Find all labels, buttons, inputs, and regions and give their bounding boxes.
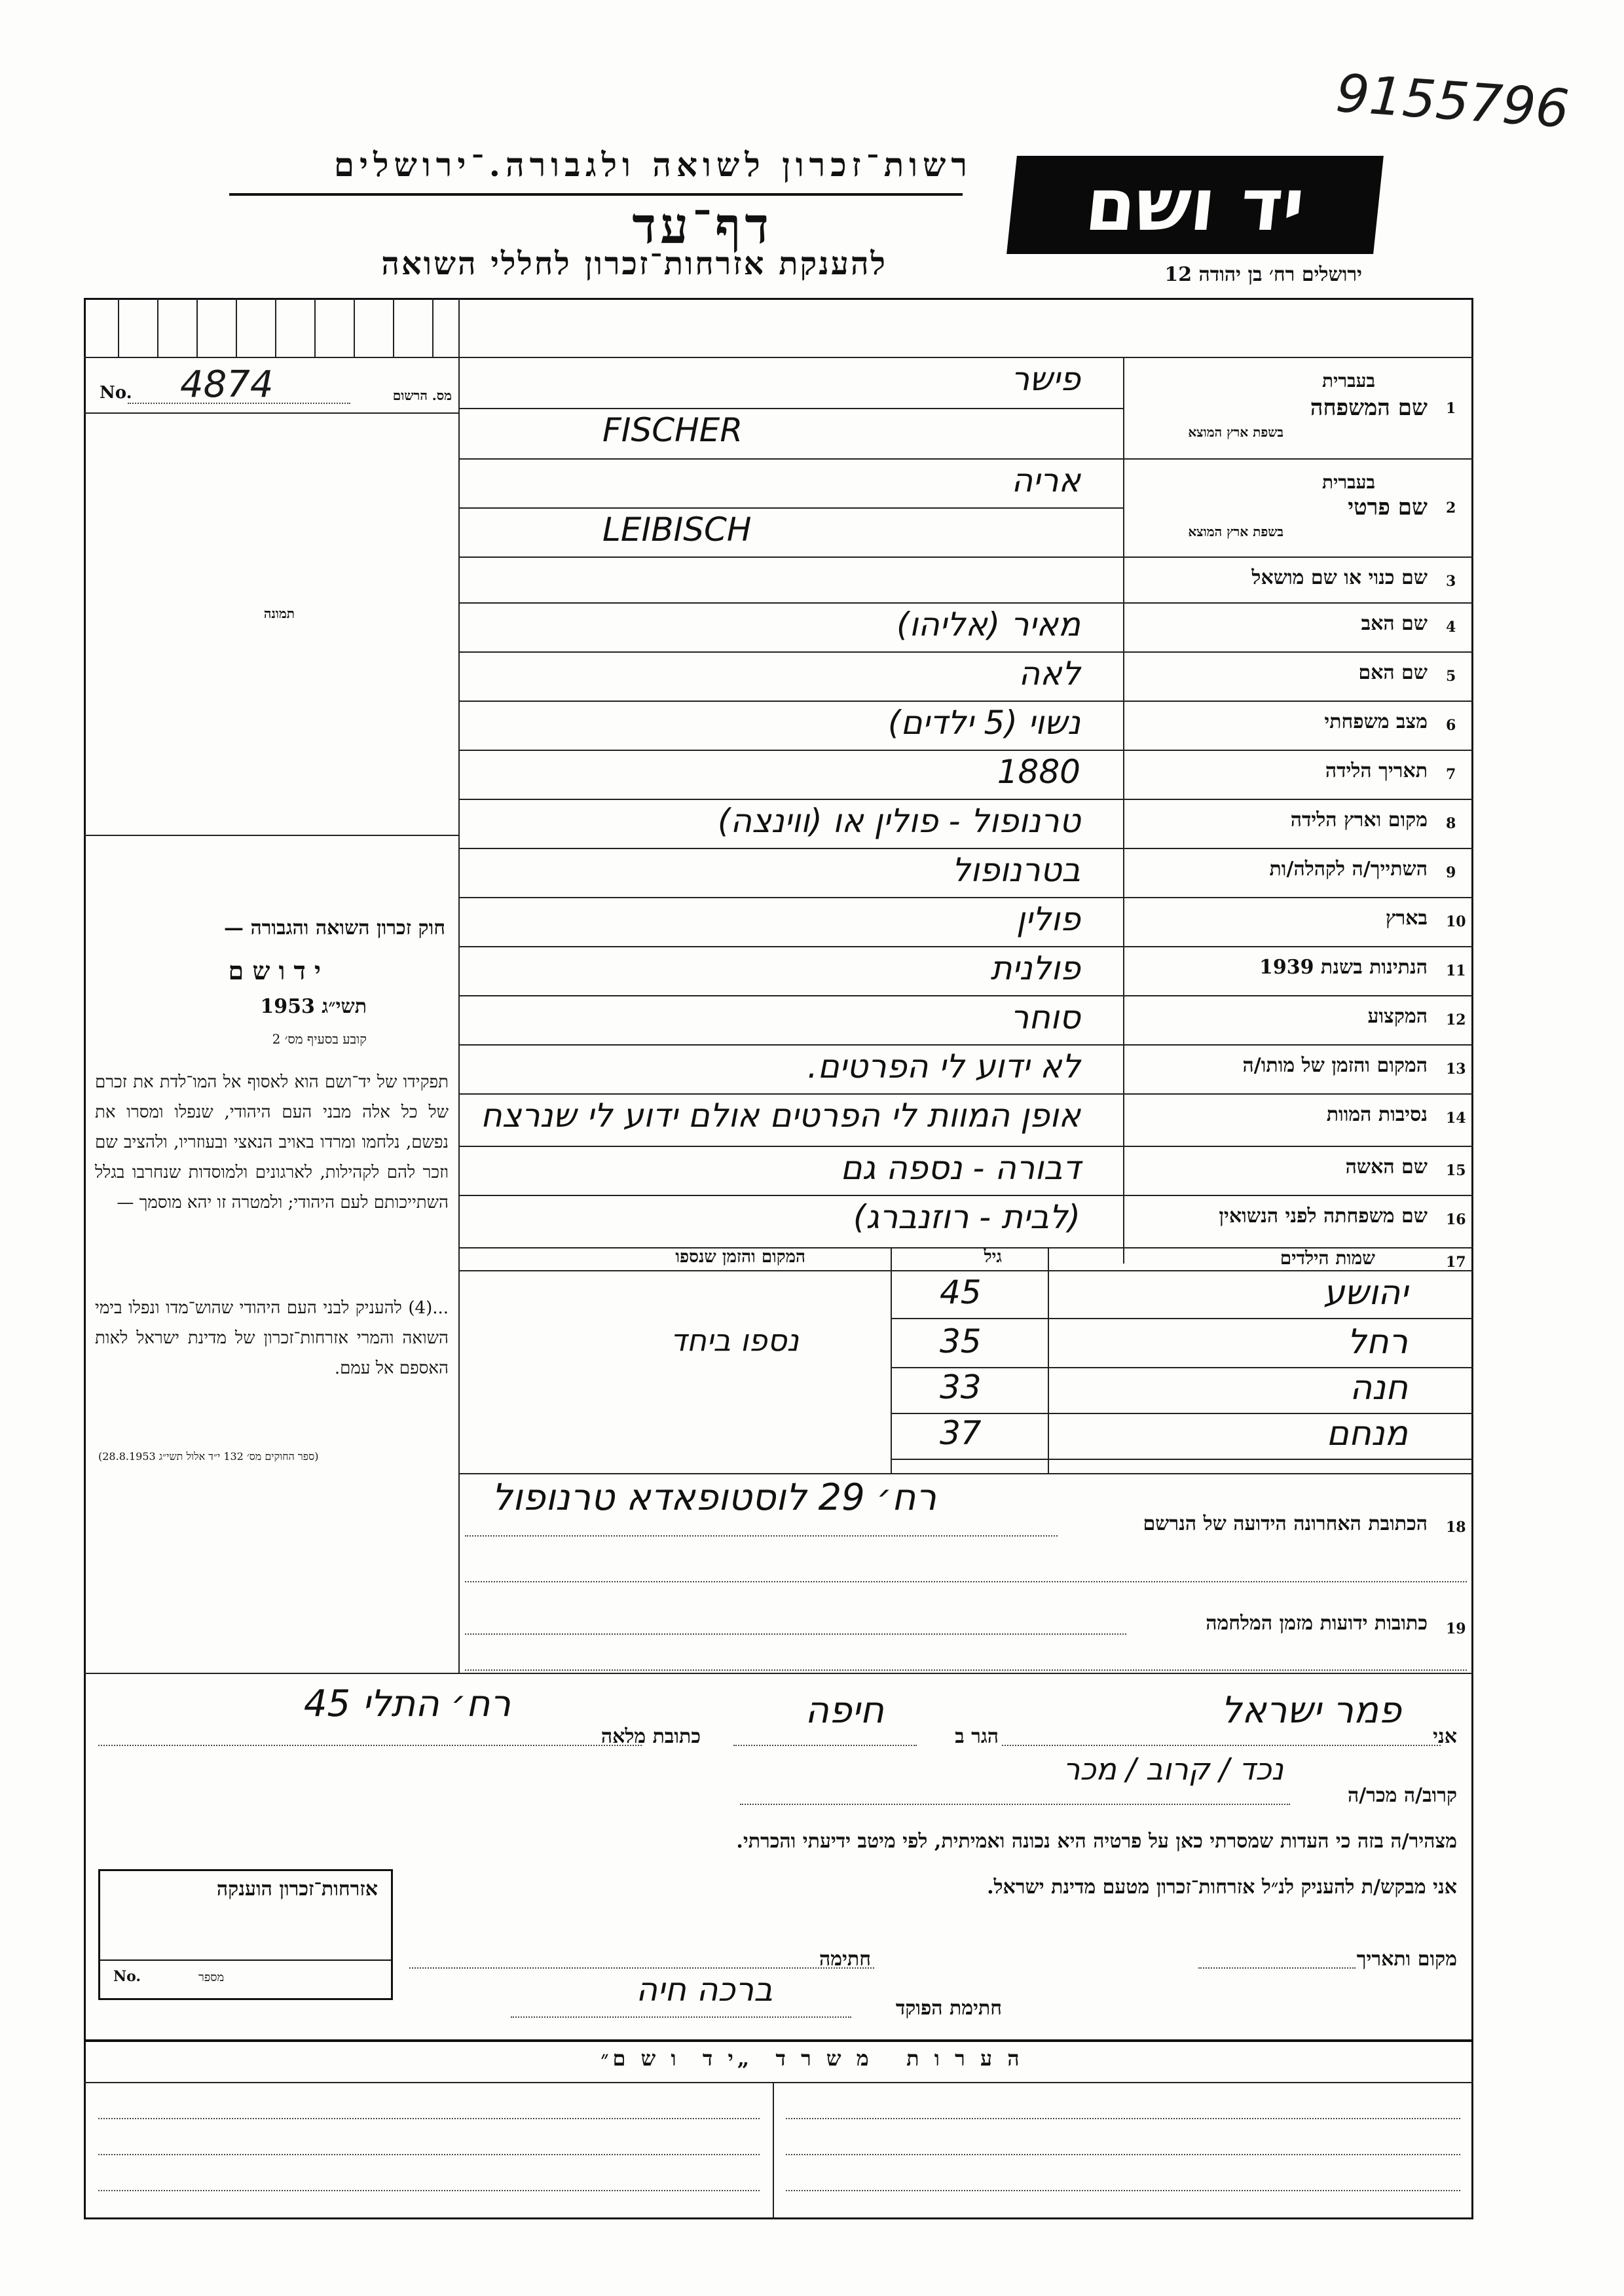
children-col-place: המקום והזמן שנספו xyxy=(675,1247,805,1267)
field-value-12: סוחר xyxy=(1010,998,1080,1036)
field-number-2: 2 xyxy=(1446,500,1456,517)
field-value-15: דבורה - נספה גם xyxy=(840,1149,1080,1187)
sub-row-line xyxy=(458,408,1123,409)
strip-cell xyxy=(432,298,434,357)
registration-line xyxy=(84,412,458,414)
children-header-bottom xyxy=(458,1270,1473,1271)
field18-dots-2 xyxy=(465,1581,1467,1582)
field19-label: כתובות ידועות מזמן המלחמה xyxy=(1206,1612,1428,1635)
field-value-latin-2: LEIBISCH xyxy=(602,511,752,549)
field-value-hebrew-2: אריה xyxy=(1011,462,1080,500)
field-label-11: הנתינות בשנת 1939 xyxy=(1259,956,1428,979)
strip-cell xyxy=(314,298,316,357)
clerk-signature-value: ברכה חיה xyxy=(636,1971,773,2009)
law-footnote: (ספר החוקים מס׳ 132 י״ד אלול תשי״ג 28.8.1953) xyxy=(98,1450,319,1463)
field-number-17: 17 xyxy=(1446,1254,1466,1271)
grant-no: No. xyxy=(113,1968,141,1985)
place-date-label: מקום ותאריך xyxy=(1356,1948,1457,1971)
yad-vashem-logo xyxy=(1006,156,1384,254)
notes-top xyxy=(84,2039,1473,2042)
form-title: דף־עד xyxy=(632,196,773,255)
row-line xyxy=(458,556,1473,558)
place-date-dots xyxy=(1198,1967,1356,1969)
field-value-5: לאה xyxy=(1018,655,1080,693)
field-label-2: שם פרטי xyxy=(1348,494,1428,520)
field-number-12: 12 xyxy=(1446,1011,1466,1029)
field19-dots-2 xyxy=(465,1669,1467,1671)
child-name: יהושע xyxy=(1323,1273,1408,1313)
label-column-divider xyxy=(1123,357,1124,1264)
field19-dots xyxy=(465,1633,1126,1635)
field18-value: רח׳ 29 לוסטופאדא טרנופול xyxy=(491,1476,936,1519)
strip-cell xyxy=(275,298,276,357)
child-place: נספו ביחד xyxy=(670,1322,799,1358)
law-text-1: תפקידו של יד־ושם הוא לאסוף אל המו־לדת את זכרם של כל אלה מבני העם היהודי, שנפלו ומסרו את נפשם, נלחמו ומרדו באויב הנאצי ובעוזריו, ולהציב שם וזכר להם לקהילות, לארגונים ולמוסדות שנחרבו בגלל השתייכותם לעם היהודי; ולמטרה זו יהא מוסמך — xyxy=(95,1072,449,1212)
child-name: מנחם xyxy=(1326,1414,1408,1453)
top-strip-line xyxy=(84,357,1473,358)
statement-1: מצהיר/ה בזה כי העדות שמסרתי כאן על פרטיה היא נכונה ואמיתית, לפי מיטב ידיעתי והכרתי. xyxy=(736,1830,1457,1853)
left-column-divider xyxy=(458,298,460,1673)
field-number-3: 3 xyxy=(1446,573,1456,590)
field-label-4: שם האב xyxy=(1361,612,1428,635)
field-label-5: שם האם xyxy=(1358,661,1428,684)
field-value-8: טרנופול - פולין או (ווינצה) xyxy=(717,802,1080,840)
field-label-6: מצב משפחתי xyxy=(1324,710,1428,733)
children-col-names: שמות הילדים xyxy=(1280,1247,1375,1269)
child-name: רחל xyxy=(1347,1322,1408,1362)
row-line xyxy=(458,799,1473,800)
field-number-4: 4 xyxy=(1446,619,1456,636)
form-subtitle: להענקת אזרחות־זכרון לחללי השואה xyxy=(381,246,887,282)
field-number-9: 9 xyxy=(1446,864,1456,881)
row-line xyxy=(458,602,1473,604)
strip-cell xyxy=(354,298,355,357)
declaration-ani: אני xyxy=(1433,1725,1457,1748)
signature-dots xyxy=(409,1967,874,1969)
field-sub-origin-2: בשפת ארץ המוצא xyxy=(1188,524,1283,539)
notes-dots-r2 xyxy=(786,2154,1460,2155)
field-value-4: מאיר (אליהו) xyxy=(896,606,1080,644)
declarant-name: פמר ישראל xyxy=(1221,1689,1401,1732)
field-number-7: 7 xyxy=(1446,766,1456,783)
field-sub-hebrew-2: בעברית xyxy=(1321,471,1375,493)
field-number-6: 6 xyxy=(1446,717,1456,734)
strip-cell xyxy=(157,298,158,357)
declaration-full-address: כתובת מלאה xyxy=(600,1725,701,1748)
strip-cell xyxy=(236,298,237,357)
field-label-16: שם משפחתה לפני הנשואין xyxy=(1219,1205,1428,1228)
field-label-10: בארץ xyxy=(1385,907,1428,930)
children-row-line xyxy=(891,1459,1473,1460)
field-value-6: נשוי (5 ילדים) xyxy=(887,704,1080,742)
address-dots xyxy=(98,1745,642,1746)
children-row-line xyxy=(891,1318,1473,1319)
field-label-7: תאריך הלידה xyxy=(1325,759,1428,782)
field-value-14: אופן המוות לי הפרטים אולם ידוע לי שנרצח xyxy=(480,1097,1080,1135)
logo-text: יד ושם xyxy=(1081,163,1309,247)
notes-dots-r1 xyxy=(786,2118,1460,2119)
field-label-13: המקום והזמן של מותו/ה xyxy=(1242,1054,1428,1077)
field-label-15: שם האשה xyxy=(1345,1156,1428,1178)
field-label-3: שם כנוי או שם מושאל xyxy=(1251,566,1428,589)
row-line xyxy=(458,1146,1473,1147)
clerk-signature-label: חתימת הפוקד xyxy=(895,1997,1002,2020)
field-label-12: המקצוע xyxy=(1367,1005,1428,1028)
field-label-14: נסיבות המוות xyxy=(1326,1103,1428,1126)
row-line xyxy=(458,750,1473,751)
name-dots xyxy=(1002,1745,1441,1746)
field18-dots xyxy=(465,1535,1058,1537)
clerk-dots xyxy=(511,2016,851,2018)
photo-bottom-line xyxy=(84,835,458,836)
field-number-5: 5 xyxy=(1446,668,1456,685)
field18-label: הכתובת האחרונה הידועה של הנרשם xyxy=(1143,1512,1428,1535)
grant-number-label: מספר xyxy=(198,1971,225,1984)
law-clause: קובע בסעיף מס׳ 2 xyxy=(272,1031,367,1047)
field-number-19: 19 xyxy=(1446,1620,1466,1637)
signature-label: חתימה xyxy=(819,1948,871,1971)
law-text-2: ...(4) להעניק לבני העם היהודי שהוש־מדו ונפלו בימי השואה והמרי אזרחות־זכרון של מדינת ישראל לאות האספם אל עמם. xyxy=(95,1298,449,1378)
field-number-10: 10 xyxy=(1446,913,1466,930)
relative-dots xyxy=(740,1804,1290,1805)
address: ירושלים רח׳ בן יהודה 12 xyxy=(1164,263,1362,286)
relative-value: נכד / קרוב / מכר xyxy=(1063,1751,1283,1787)
children-col-divider-1 xyxy=(891,1247,892,1473)
children-col-divider-2 xyxy=(1048,1247,1049,1473)
child-name: חנה xyxy=(1350,1368,1408,1408)
row-line xyxy=(458,897,1473,898)
city-dots xyxy=(733,1745,917,1746)
field-label-1: שם המשפחה xyxy=(1310,394,1428,421)
child-age: 45 xyxy=(940,1273,982,1311)
law-year: תשי״ג 1953 xyxy=(260,995,367,1018)
grant-title: אזרחות־זכרון הוענקה xyxy=(216,1878,378,1901)
field-value-13: לא ידוע לי הפרטים. xyxy=(807,1048,1080,1085)
registration-number: 4874 xyxy=(180,363,274,406)
field-value-11: פולנית xyxy=(990,949,1080,987)
field-value-9: בטרנופול xyxy=(951,851,1080,889)
child-age: 37 xyxy=(940,1414,982,1452)
row-line xyxy=(458,651,1473,653)
authority-underline xyxy=(229,193,963,196)
field-value-latin-1: FISCHER xyxy=(602,410,743,449)
sub-row-line xyxy=(458,507,1123,509)
children-col-age: גיל xyxy=(984,1247,1002,1267)
field-value-16: (לבית - רוזנברג) xyxy=(853,1198,1080,1236)
child-age: 35 xyxy=(940,1322,982,1360)
field-number-1: 1 xyxy=(1446,399,1456,417)
field-number-18: 18 xyxy=(1446,1519,1466,1536)
photo-label: תמונה xyxy=(263,606,295,621)
row-line xyxy=(458,458,1473,460)
strip-cell xyxy=(118,298,119,357)
row-line xyxy=(458,848,1473,849)
field-sub-hebrew-1: בעברית xyxy=(1321,370,1375,392)
row-line xyxy=(458,701,1473,702)
field-value-7: 1880 xyxy=(997,753,1080,791)
field-label-9: השתייך/ה לקהלה/ות xyxy=(1269,858,1428,881)
field-number-14: 14 xyxy=(1446,1110,1466,1127)
row-line xyxy=(458,946,1473,947)
declaration-relative: קרוב/ה מכר/ה xyxy=(1348,1784,1457,1807)
field-number-15: 15 xyxy=(1446,1162,1466,1179)
registration-label: מס. הרשום xyxy=(392,388,452,403)
notes-dots-l1 xyxy=(98,2118,760,2119)
file-number: 9155796 xyxy=(1334,62,1572,140)
row-line xyxy=(458,1093,1473,1095)
strip-cell xyxy=(196,298,198,357)
grant-divider xyxy=(100,1959,391,1961)
notes-divider xyxy=(773,2082,774,2219)
field-value-hebrew-1: פישר xyxy=(1010,360,1080,398)
declarant-city: חיפה xyxy=(805,1689,884,1732)
field-label-8: מקום וארץ הלידה xyxy=(1290,809,1428,831)
field-number-11: 11 xyxy=(1446,962,1466,979)
row-line xyxy=(458,1195,1473,1196)
field-sub-origin-1: בשפת ארץ המוצא xyxy=(1188,424,1283,440)
office-notes-title: ה ע ר ו ת מ ש ר ד „י ד ו ש ם״ xyxy=(600,2046,1024,2071)
declarant-address: רח׳ התלי 45 xyxy=(303,1683,511,1725)
strip-cell xyxy=(393,298,394,357)
notes-dots-l3 xyxy=(98,2190,760,2191)
statement-2: אני מבקש/ת להעניק לנ״ל אזרחות־זכרון מטעם מדינת ישראל. xyxy=(987,1876,1457,1899)
child-age: 33 xyxy=(940,1368,982,1406)
declaration-top xyxy=(84,1673,1473,1674)
notes-dots-r3 xyxy=(786,2190,1460,2191)
registration-prefix: No. xyxy=(100,383,132,403)
declaration-resides: הגר ב xyxy=(955,1725,999,1748)
field-value-10: פולין xyxy=(1016,900,1080,938)
row-line xyxy=(458,995,1473,996)
field-number-16: 16 xyxy=(1446,1211,1466,1228)
notes-dots-l2 xyxy=(98,2154,760,2155)
notes-header-bottom xyxy=(84,2082,1473,2083)
grant-box xyxy=(98,1869,393,2000)
field18-top xyxy=(458,1473,1473,1474)
authority-line: רשות־זכרון לשואה ולגבורה.־ירושלים xyxy=(333,145,972,184)
field-number-8: 8 xyxy=(1446,815,1456,832)
row-line xyxy=(458,1044,1473,1046)
law-name: י ד ו ש ם xyxy=(228,956,321,985)
field-number-13: 13 xyxy=(1446,1061,1466,1078)
law-title: חוק זכרון השואה והגבורה — xyxy=(224,917,445,939)
